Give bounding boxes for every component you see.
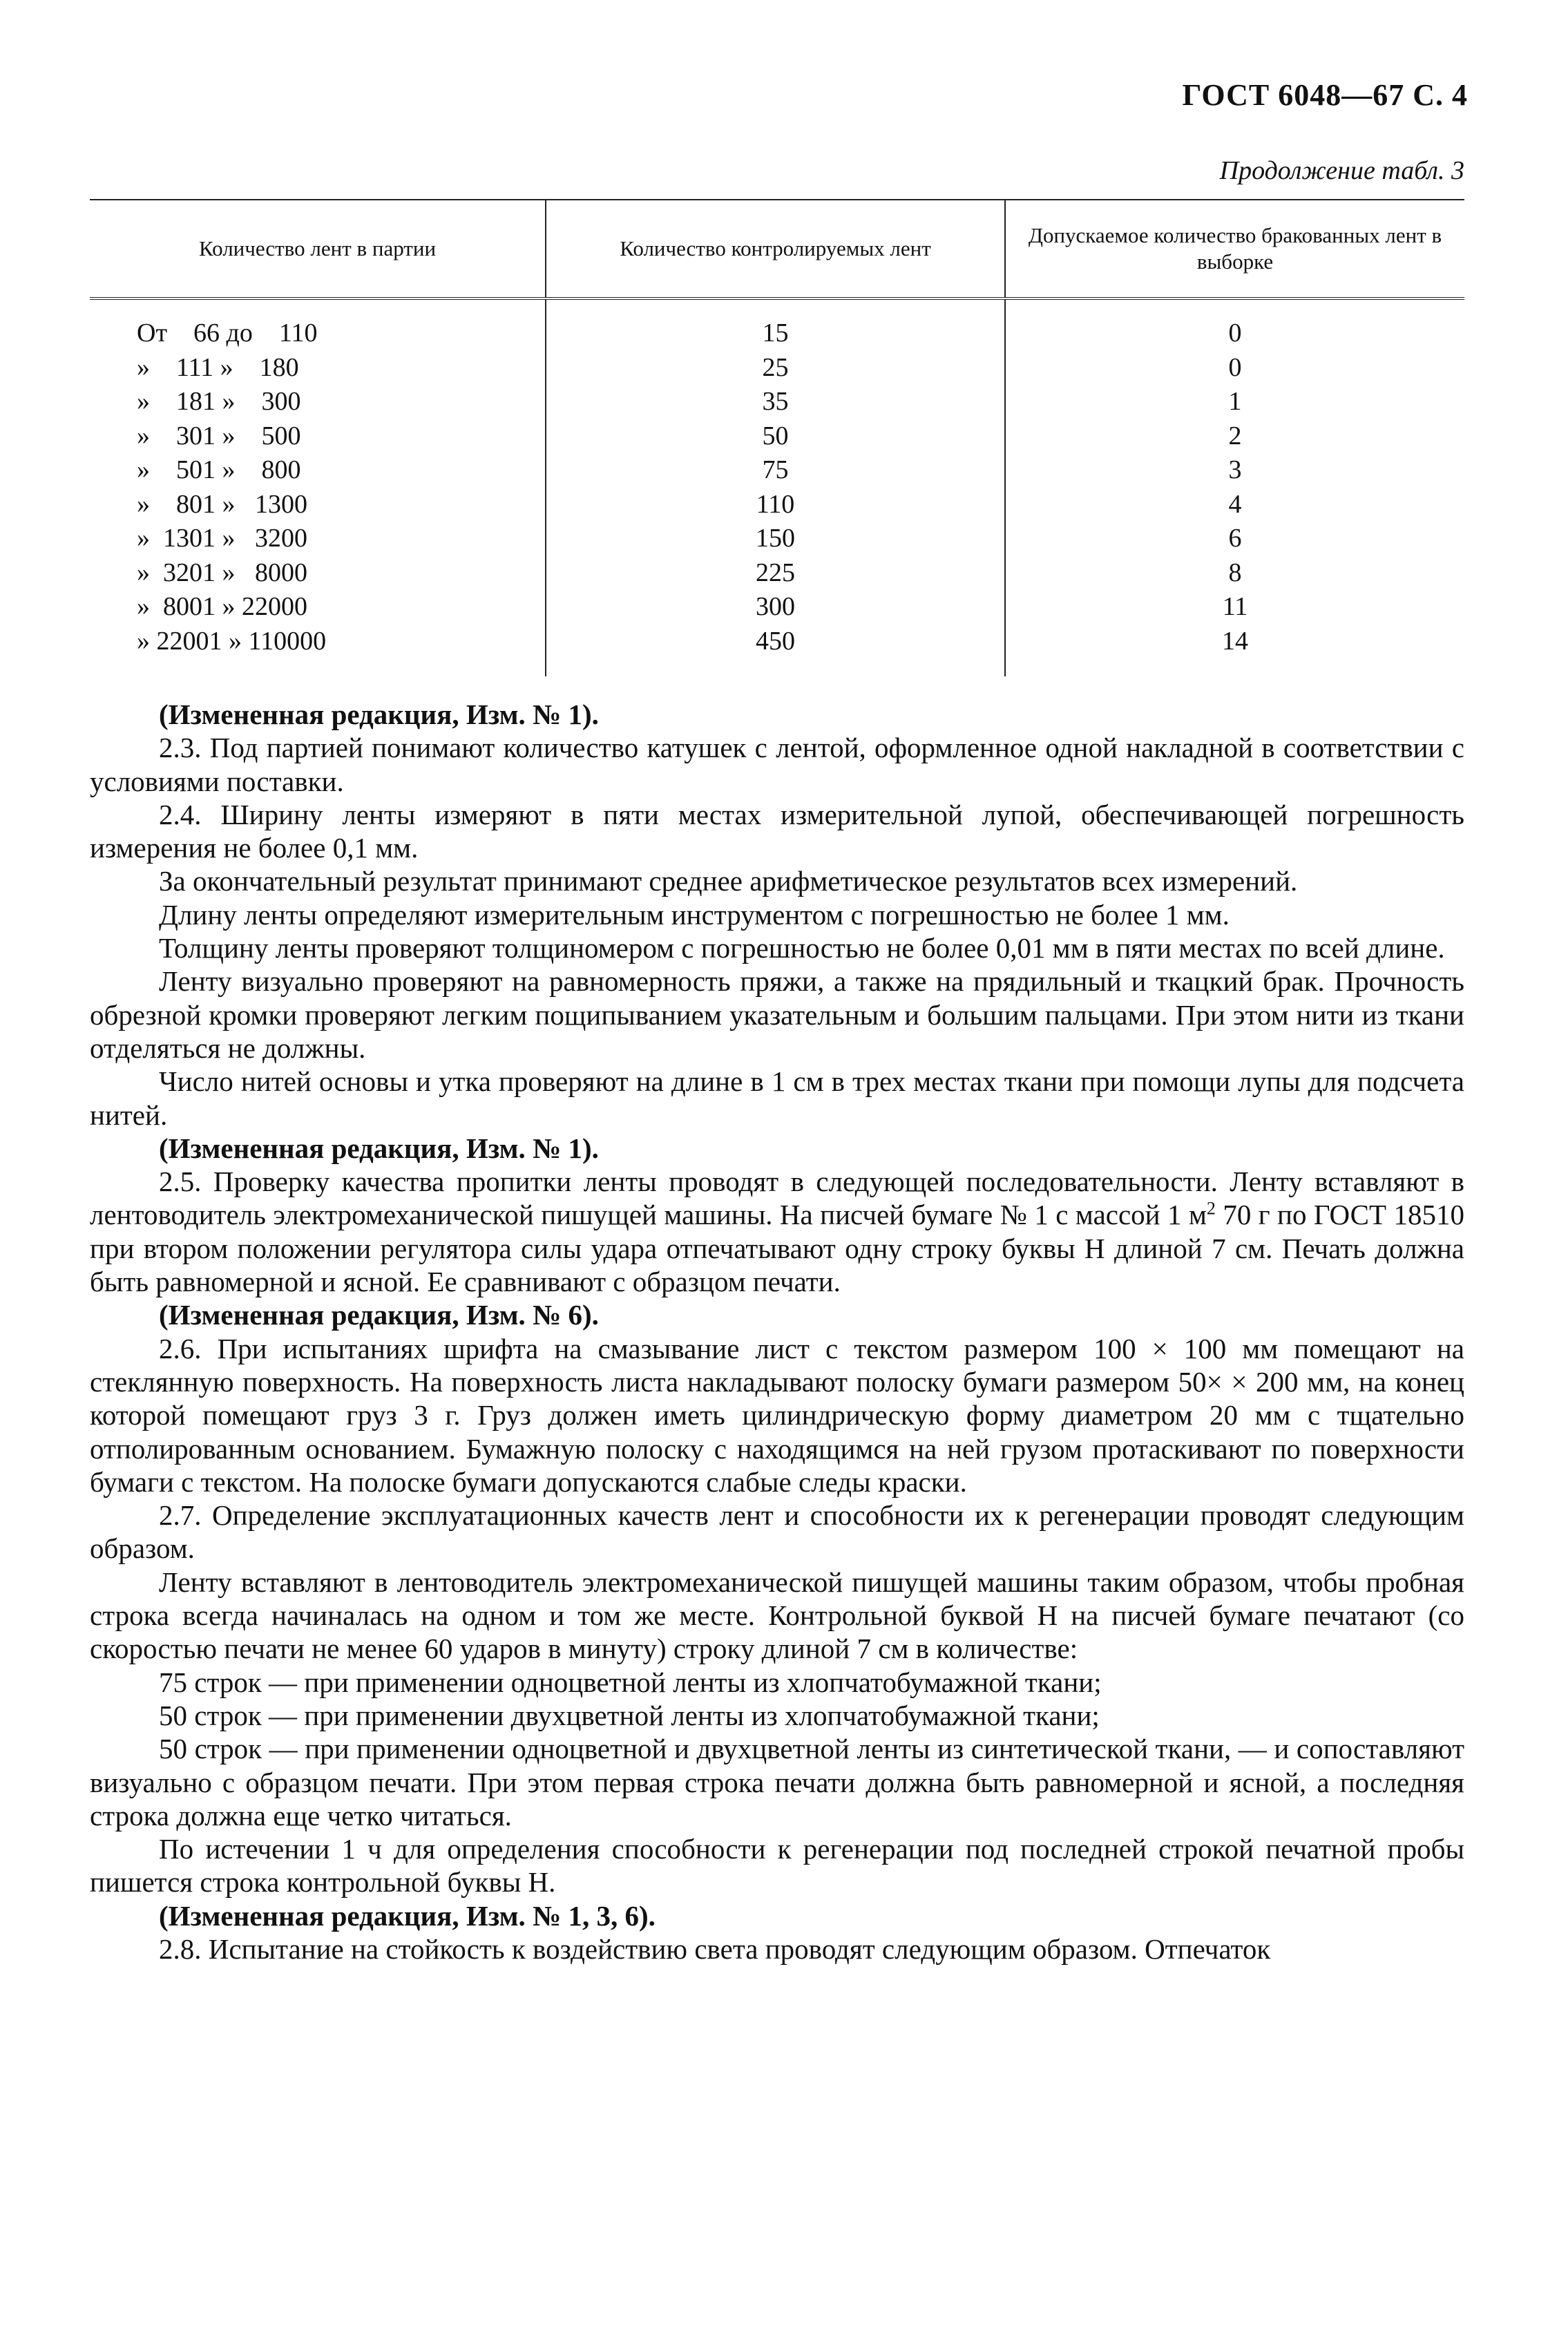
table-row bbox=[90, 298, 1464, 351]
paragraph: За окончательный результат принимают среднее арифметическое результатов всех измерений. bbox=[159, 865, 1298, 897]
cell-batch-range: » 22001 » 110000 bbox=[137, 626, 327, 656]
cell-defective-count: 4 bbox=[1005, 488, 1464, 522]
paragraph: Ленту визуально проверяют на равномерность пряжи, а также на прядильный и ткацкий брак. Прочность обрезной кромки проверяют легким пощипыванием указательным и большим пальцами. При этом нити из ткани отделяться не должны. bbox=[90, 965, 1464, 1064]
cell-controlled-count: 15 bbox=[546, 298, 1005, 351]
cell-controlled-count: 35 bbox=[546, 385, 1005, 419]
table-row bbox=[90, 419, 1464, 454]
paragraph: 50 строк — при применении двухцветной ленты из хлопчатобумажной ткани; bbox=[159, 1699, 1100, 1731]
paragraph: Длину ленты определяют измерительным инструментом с погрешностью не более 1 мм. bbox=[159, 898, 1230, 931]
paragraph-2-5 bbox=[90, 1165, 1464, 1298]
paragraph-2-7: 2.7. Определение эксплуатационных качеств лент и способности их к регенерации проводят следующим образом. bbox=[90, 1499, 1464, 1565]
paragraph-2-6: 2.6. При испытаниях шрифта на смазывание лист с текстом размером 100 × 100 мм помещают на стеклянную поверхность. На поверхность листа накладывают полоску бумаги размером 50× × 200 мм, на конец которой помещают груз 3 г. Груз должен иметь цилиндрическую форму диаметром 20 мм с тщательно отполированным основанием. Бумажную полоску с находящимся на ней грузом протаскивают по поверхности бумаги с текстом. На полоске бумаги допускаются слабые следы краски. bbox=[90, 1332, 1464, 1498]
cell-defective-count: 0 bbox=[1005, 351, 1464, 386]
cell-defective-count: 6 bbox=[1005, 522, 1464, 556]
cell-defective-count: 0 bbox=[1005, 298, 1464, 351]
table-row bbox=[90, 590, 1464, 625]
table-row bbox=[90, 385, 1464, 419]
paragraph-2-4: 2.4. Ширину ленты измеряют в пяти местах измерительной лупой, обеспечивающей погрешность измерения не более 0,1 мм. bbox=[90, 798, 1464, 864]
column-header-controlled: Количество контролируемых лент bbox=[546, 200, 1005, 298]
document-body bbox=[90, 698, 1464, 1966]
table-row bbox=[90, 556, 1464, 591]
paragraph-2-8: 2.8. Испытание на стойкость к воздействию света проводят следующим образом. Отпечаток bbox=[159, 1932, 1271, 1965]
cell-batch-range: » 301 » 500 bbox=[137, 421, 301, 450]
cell-defective-count: 11 bbox=[1005, 590, 1464, 625]
amendment-note: (Измененная редакция, Изм. № 6). bbox=[159, 1299, 599, 1331]
cell-controlled-count: 75 bbox=[546, 453, 1005, 488]
paragraph: 50 строк — при применении одноцветной и двухцветной ленты из синтетической ткани, — и сопоставляют визуально с образцом печати. При этом первая строка печати должна быть равномерной и ясной, а последняя строка должна еще четко читаться. bbox=[90, 1733, 1464, 1832]
cell-controlled-count: 25 bbox=[546, 351, 1005, 386]
cell-batch-range: От 66 до 110 bbox=[137, 318, 318, 348]
table-continuation-caption: Продолжение табл. 3 bbox=[1219, 156, 1464, 185]
superscript: 2 bbox=[1206, 1198, 1216, 1219]
amendment-note: (Измененная редакция, Изм. № 1, 3, 6). bbox=[159, 1899, 656, 1932]
table-body bbox=[90, 298, 1464, 676]
cell-defective-count: 2 bbox=[1005, 419, 1464, 454]
cell-controlled-count: 50 bbox=[546, 419, 1005, 454]
paragraph-text: 2.5. Проверку качества пропитки ленты проводят в следующей последовательности. Ленту вставляют в лентоводитель электромеханической пишущей машины. На писчей бумаге № 1 с массой 1 м bbox=[90, 1166, 1464, 1231]
cell-batch-range: » 181 » 300 bbox=[137, 387, 301, 416]
table-3-continued bbox=[90, 199, 1464, 676]
paragraph: Число нитей основы и утка проверяют на длине в 1 см в трех местах ткани при помощи лупы для подсчета нитей. bbox=[90, 1065, 1464, 1131]
paragraph: Толщину ленты проверяют толщиномером с погрешностью не более 0,01 мм в пяти местах по всей длине. bbox=[159, 932, 1445, 964]
cell-controlled-count: 300 bbox=[546, 590, 1005, 625]
table-row bbox=[90, 522, 1464, 556]
column-header-defective: Допускаемое количество бракованных лент в выборке bbox=[1005, 200, 1464, 298]
cell-defective-count: 1 bbox=[1005, 385, 1464, 419]
cell-batch-range: » 111 » 180 bbox=[137, 352, 299, 382]
cell-controlled-count: 225 bbox=[546, 556, 1005, 591]
table-row bbox=[90, 351, 1464, 386]
cell-batch-range: » 3201 » 8000 bbox=[137, 558, 307, 587]
cell-batch-range: » 1301 » 3200 bbox=[137, 524, 307, 553]
cell-controlled-count: 110 bbox=[546, 488, 1005, 522]
paragraph-text: 70 г по ГОСТ 18510 при втором положении регулятора силы удара отпечатывают одну строку буквы Н длиной 7 см. Печать должна быть равномерной и ясной. Ее сравнивают с образцом печати. bbox=[90, 1199, 1464, 1298]
table-header-row bbox=[90, 200, 1464, 298]
paragraph: 75 строк — при применении одноцветной ленты из хлопчатобумажной ткани; bbox=[159, 1666, 1102, 1698]
sampling-table bbox=[90, 199, 1464, 676]
cell-controlled-count: 450 bbox=[546, 625, 1005, 677]
paragraph-2-3: 2.3. Под партией понимают количество катушек с лентой, оформленное одной накладной в соответствии с условиями поставки. bbox=[90, 732, 1464, 797]
paragraph: Ленту вставляют в лентоводитель электромеханической пишущей машины таким образом, чтобы пробная строка всегда начиналась на одном и том же месте. Контрольной буквой Н на писчей бумаге печатают (со скоростью печати не менее 60 ударов в минуту) строку длиной 7 см в количестве: bbox=[90, 1566, 1464, 1665]
page-header: ГОСТ 6048—67 С. 4 bbox=[1182, 78, 1468, 112]
paragraph: По истечении 1 ч для определения способности к регенерации под последней строкой печатной пробы пишется строка контрольной буквы Н. bbox=[90, 1833, 1464, 1899]
cell-batch-range: » 801 » 1300 bbox=[137, 489, 307, 519]
cell-batch-range: » 8001 » 22000 bbox=[137, 592, 307, 621]
column-header-batch-size: Количество лент в партии bbox=[90, 200, 546, 298]
cell-batch-range: » 501 » 800 bbox=[137, 455, 301, 484]
cell-controlled-count: 150 bbox=[546, 522, 1005, 556]
table-row bbox=[90, 625, 1464, 677]
amendment-note: (Измененная редакция, Изм. № 1). bbox=[159, 698, 599, 730]
cell-defective-count: 14 bbox=[1005, 625, 1464, 677]
table-row bbox=[90, 488, 1464, 522]
cell-defective-count: 3 bbox=[1005, 453, 1464, 488]
cell-defective-count: 8 bbox=[1005, 556, 1464, 591]
table-row bbox=[90, 453, 1464, 488]
amendment-note: (Измененная редакция, Изм. № 1). bbox=[159, 1132, 599, 1164]
